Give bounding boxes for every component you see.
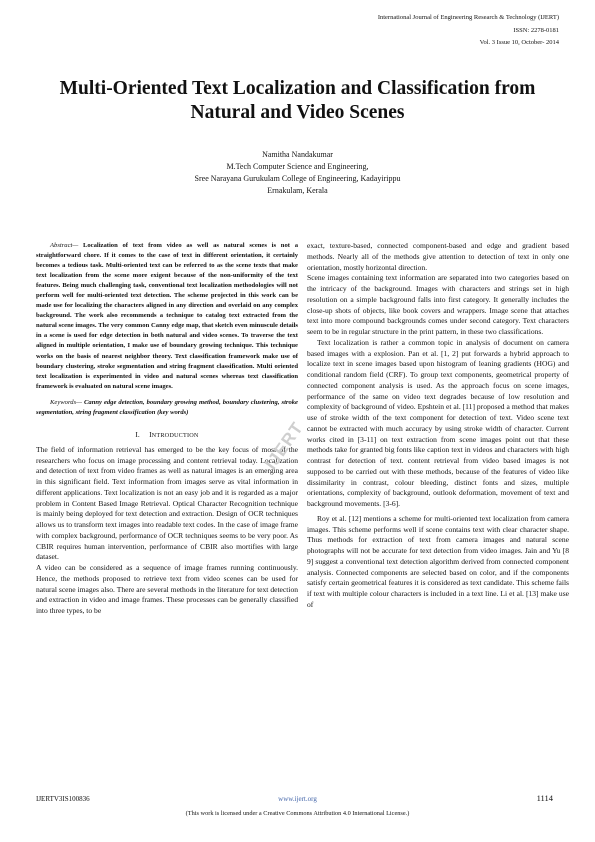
paragraph: Scene images containing text information are separated into two categories based on the intricacy of the background. Images with characters and strings set in high resolution on a simple background falls into first category. It generally includes the close-up shots of objects, like book covers and wrappers. Image scene that attaches text into more compound backgrounds comes under second category. Text characters seem to be in regular structure in the print pattern, in these two classifications. bbox=[307, 273, 569, 336]
left-column bbox=[36, 241, 298, 617]
paragraph: Roy et al. [12] mentions a scheme for multi-oriented text localization from camera images. This scheme performs well if scene contains text with clear character shape. Thus methods for extraction of text from camera images and natural scene photographs will not be accurate for text detection from video images. Jain and Yu [8 9] suggest a conventional text detection algorithm derived from connected component analysis. Connected components are selected based on color, and if the components satisfy certain geometrical features it is considered as text candidate. This scheme fails if text with multiple colour characters is included in a text line. Li et al. [13] make use of bbox=[307, 513, 569, 609]
paragraph: Text localization is rather a common topic in analysis of document on camera based images with a explosion. Pan et al. [1, 2] put forwards a hybrid approach to localize text in scene images based upon histogram of leaning gradients (HOG) and conditional random field (CRF). To group text components, geometrical property of connected component analysis is used. As the approach focus on scene images, performance of the same on video text degrades because of low resolution and complexity of background of video. Epshtein et al. [11] proposed a method that makes use of stroke width of the text component for detection of text. Video scene text cannot be extracted with much accuracy by using stroke width of character. Current works cited in [3-11] on text extraction from scene images point out that these methods take for granted big fonts like caption text in videos and characters with high contrast for detection of text. content retrieval from video based images is not supposed to be carried out with these methods, because of the features of video like dissimilarity in contrast, colour bleeding, distinct fonts and sizes, multiple orientations, complexity of background, outlook deformation, movement of text and background movements. [3-6]. bbox=[307, 337, 569, 508]
journal-url-link[interactable]: www.ijert.org bbox=[278, 795, 317, 803]
journal-name: International Journal of Engineering Research & Technology (IJERT) bbox=[377, 14, 559, 21]
keywords-label: Keywords— bbox=[50, 398, 82, 406]
paragraph: The field of information retrieval has emerged to be the key focus of most of the researchers who focus on image processing and content retrieval today. Localization and detection of text from video frames as well as natural images is an emerging area in this significant field. Text information from images serve as vital information in different applications. Text localization is not an easy job and it is regarded as a major problem in Content Based Image Retrieval. Optical Character Recognition technique is mainly being deployed for text detection and extraction. Design of OCR techniques allows us to transform text images into readable text codes. In the case of image frame with complex background, performance of OCR techniques seems to be very poor. As CBIR requires human intervention, performance of CBIR also mortifies with large dataset. bbox=[36, 444, 298, 562]
section-title-initial: I bbox=[149, 429, 152, 439]
keywords bbox=[36, 398, 298, 418]
abstract bbox=[36, 241, 298, 392]
paper-id: IJERTV3IS100836 bbox=[36, 795, 90, 803]
author-affiliation-1: M.Tech Computer Science and Engineering, bbox=[226, 162, 369, 171]
watermark: IJERT bbox=[261, 418, 308, 473]
author-affiliation-2: Sree Narayana Gurukulam College of Engineering, Kadayirippu bbox=[194, 174, 401, 183]
abstract-text: Localization of text from video as well as natural scenes is not a straightforward chore. If it comes to the case of text in different orientation, it certainly becomes a tedious task. Multi-oriented text can be referred to as the scene texts that make text localization from the scene more exigent because of the non-uniformity of the text features. Being much challenging task, conventional text localization methodologies will not perform well for multi-oriented text detection. The scheme projected in this work can be made use for localizing the characters aligned in any direction and overlaid on any complex background. The work also recommends a technique to catalog text extracted from the natural scene images. The very common Canny edge map, that sketch even minuscule details in a scene is used for edge detection in both natural and video scenes. To traverse the text aligned in multiple orientation, I make use of boundary growing technique. This technique works on the basis of nearest neighbor theory. Text classification framework make use of boundary clustering, stroke segmentation and string fragment classification. Multi oriented text localization is experimented in video and natural scenes whereas text classification framework is evaluated on natural scene images. bbox=[36, 242, 298, 390]
page-number: 1114 bbox=[536, 793, 553, 803]
right-column bbox=[307, 241, 569, 611]
paragraph: A video can be considered as a sequence of image frames running continuously. Hence, the methods proposed to retrieve text from video scenes can be used for natural scene images also. There are several methods in the literature for text detection and extraction in video and image frames. These processes can be generally classified into three types, to be bbox=[36, 563, 298, 616]
volume-issue: Vol. 3 Issue 10, October- 2014 bbox=[479, 39, 559, 46]
abstract-label: Abstract— bbox=[50, 242, 79, 249]
author-affiliation-3: Ernakulam, Kerala bbox=[267, 186, 328, 195]
author-block bbox=[40, 149, 555, 197]
keywords-text: Canny edge detection, boundary growing method, boundary clustering, stroke segmentation, string fragment classification (key words) bbox=[36, 398, 298, 416]
paper-title: Multi-Oriented Text Localization and Classification from Natural and Video Scenes bbox=[59, 78, 536, 123]
paragraph: exact, texture-based, connected component-based and edge and gradient based methods. Nearly all of the methods give attention to detection of text in only one orientation, mostly horizontal direction. bbox=[307, 241, 569, 272]
issn: ISSN: 2278-0181 bbox=[513, 26, 559, 34]
section-number: I. bbox=[135, 429, 140, 439]
section-heading-introduction bbox=[36, 430, 298, 439]
license-note: (This work is licensed under a Creative Commons Attribution 4.0 International License.) bbox=[185, 810, 410, 817]
section-title-rest: NTRODUCTION bbox=[151, 431, 199, 439]
journal-header bbox=[378, 12, 559, 50]
author-name: Namitha Nandakumar bbox=[262, 150, 333, 159]
